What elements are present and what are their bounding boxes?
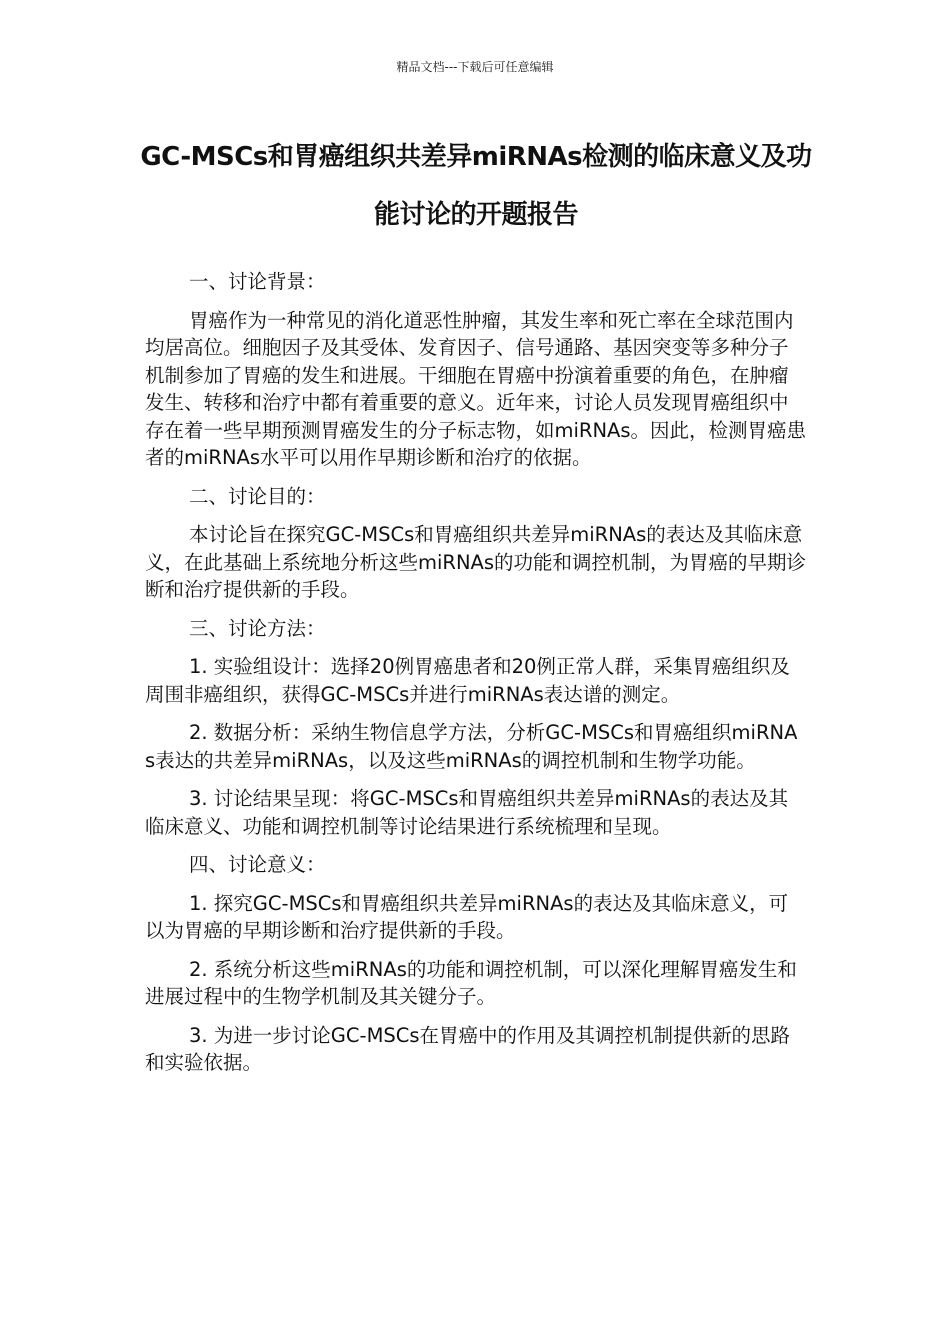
section-heading-background: 一、讨论背景：	[189, 270, 326, 293]
background-paragraph: 胃癌作为一种常见的消化道恶性肿瘤，其发生率和死亡率在全球范围内均居高位。细胞因子及其受体、发育因子、信号通路、基因突变等多种分子机制参加了胃癌的发生和进展。干细胞在胃癌中扮演着重要的角色，在肿瘤发生、转移和治疗中都有着重要的意义。近年来，讨论人员发现胃癌组织中存在着一些早期预测胃癌发生的分子标志物，如miRNAs。因此，检测胃癌患者的miRNAs水平可以用作早期诊断和治疗的依据。	[145, 308, 807, 469]
section-heading-purpose: 二、讨论目的：	[189, 484, 326, 508]
section-heading-significance: 四、讨论意义：	[189, 853, 326, 876]
page-header-note: 精品文档---下载后可任意编辑	[396, 60, 554, 74]
section-heading-methods: 三、讨论方法：	[189, 616, 326, 640]
methods-item-2: 2. 数据分析：采纳生物信息学方法，分析GC-MSCs和胃癌组织miRNAs表达的共差异miRNAs，以及这些miRNAs的调控机制和生物学功能。	[145, 721, 798, 772]
document-title: GC-MSCs和胃癌组织共差异miRNAs检测的临床意义及功能讨论的开题报告	[140, 142, 812, 230]
significance-item-2: 2. 系统分析这些miRNAs的功能和调控机制，可以深化理解胃癌发生和进展过程中的生物学机制及其关键分子。	[145, 957, 797, 1008]
significance-item-3: 3. 为进一步讨论GC-MSCs在胃癌中的作用及其调控机制提供新的思路和实验依据。	[145, 1023, 791, 1074]
purpose-paragraph: 本讨论旨在探究GC-MSCs和胃癌组织共差异miRNAs的表达及其临床意义，在此基础上系统地分析这些miRNAs的功能和调控机制，为胃癌的早期诊断和治疗提供新的手段。	[145, 523, 807, 601]
methods-item-3: 3. 讨论结果呈现：将GC-MSCs和胃癌组织共差异miRNAs的表达及其临床意义、功能和调控机制等讨论结果进行系统梳理和呈现。	[145, 787, 789, 838]
document-body	[145, 268, 807, 1088]
methods-item-1: 1. 实验组设计：选择20例胃癌患者和20例正常人群，采集胃癌组织及周围非癌组织，获得GC-MSCs并进行miRNAs表达谱的测定。	[145, 655, 790, 706]
significance-item-1: 1. 探究GC-MSCs和胃癌组织共差异miRNAs的表达及其临床意义，可以为胃癌的早期诊断和治疗提供新的手段。	[145, 891, 789, 942]
